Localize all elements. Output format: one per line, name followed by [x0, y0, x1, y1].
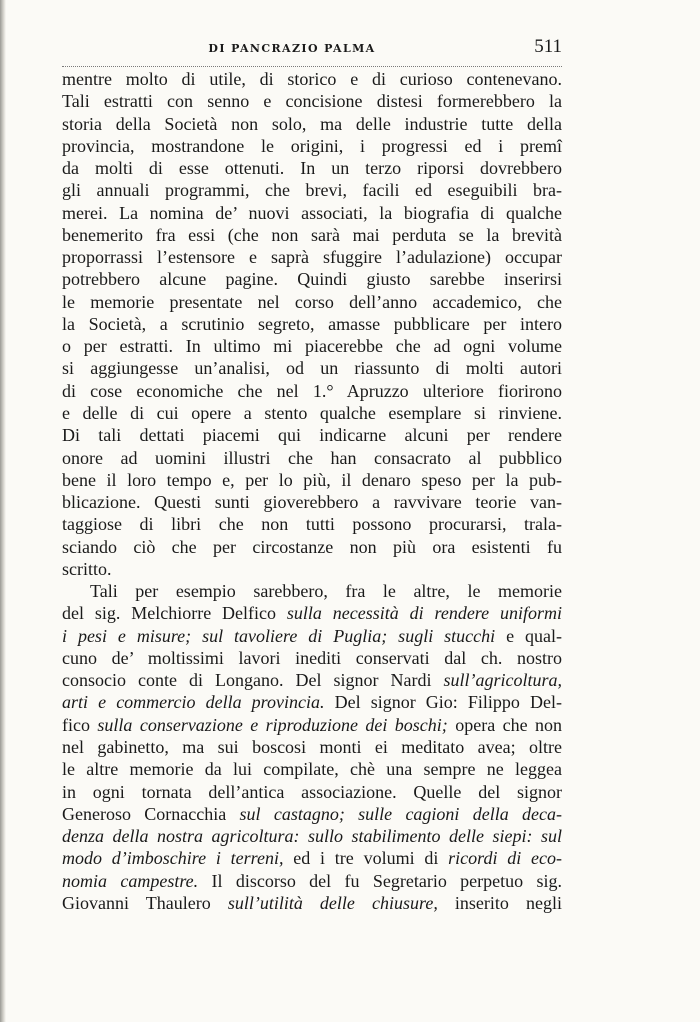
- text-line: [62, 179, 562, 201]
- text-run: proporrassi l’estensore e saprà sfuggire l’adulazione) occupar: [62, 247, 562, 268]
- text-line: [62, 380, 562, 402]
- text-line: [62, 825, 562, 847]
- text-line: [62, 669, 562, 691]
- text-run: mentre molto di utile, di storico e di curioso contenevano.: [62, 69, 562, 89]
- text-run: di cose economiche che nel 1.° Apruzzo ulteriore fiorirono: [62, 380, 562, 401]
- text-line: [62, 625, 562, 647]
- italic-text: denza della nostra agricoltura: sullo stabilimento delle siepi: sul: [62, 826, 562, 847]
- text-line: [62, 135, 562, 157]
- running-header: [62, 36, 562, 58]
- text-line: [62, 602, 562, 624]
- header-rule: [62, 66, 562, 67]
- text-run: e delle di cui opere a stento qualche esemplare si rinviene.: [62, 402, 562, 423]
- text-line: [62, 68, 562, 90]
- text-line: [62, 714, 562, 736]
- text-line: [62, 268, 562, 290]
- text-run: gli annuali programmi, che brevi, facili ed eseguibili bra-: [62, 180, 562, 201]
- text-line: [62, 202, 562, 224]
- italic-text: i pesi e misure; sul tavoliere di Puglia; sugli stucchi: [62, 625, 496, 646]
- text-run: da molti di esse ottenuti. In un terzo riporsi dovrebbero: [62, 158, 562, 179]
- italic-text: sulla conservazione e riproduzione dei boschi;: [97, 714, 448, 735]
- italic-text: arti e commercio della provincia.: [62, 692, 325, 713]
- text-line: [62, 736, 562, 758]
- text-run: le altre memorie da lui compilate, chè una sempre ne leggea: [62, 759, 562, 780]
- text-line: [62, 803, 562, 825]
- text-run: scritto.: [62, 558, 112, 579]
- text-run: ed i tre volumi di: [283, 848, 449, 869]
- text-run: bene il loro tempo e, per lo più, il denaro speso per la pub-: [62, 469, 562, 490]
- text-run: Giovanni Thaulero: [62, 892, 228, 913]
- text-run: la Società, a scrutinio segreto, amasse pubblicare per intero: [62, 313, 562, 334]
- text-run: merei. La nomina de’ nuovi associati, la biografia di qualche: [62, 202, 562, 223]
- text-line: [62, 691, 562, 713]
- text-line: [62, 157, 562, 179]
- text-line: [62, 113, 562, 135]
- text-line: [62, 357, 562, 379]
- text-run: Di tali dettati piacemi qui indicarne alcuni per rendere: [62, 425, 562, 446]
- italic-text: modo d’imboschire i terreni,: [62, 848, 284, 869]
- text-run: nel gabinetto, ma sui boscosi monti ei meditato avea; oltre: [62, 736, 562, 757]
- text-run: consocio conte di Longano. Del signor Nardi: [62, 670, 444, 691]
- text-run: le memorie presentate nel corso dell’anno accademico, che: [62, 291, 562, 312]
- text-line: [62, 513, 562, 535]
- text-run: potrebbero alcune pagine. Quindi giusto sarebbe inserirsi: [62, 269, 562, 290]
- text-run: benemerito fra essi (che non sarà mai perduta se la brevità: [62, 224, 562, 245]
- text-run: Generoso Cornacchia: [62, 803, 240, 824]
- italic-text: nomia campestre.: [62, 870, 199, 891]
- text-run: storia della Società non solo, ma delle industrie tutte della: [62, 113, 562, 134]
- italic-text: sull’utilità delle chiusure,: [227, 892, 438, 913]
- text-line: [62, 424, 562, 446]
- text-run: onore ad uomini illustri che han consacrato al pubblico: [62, 447, 562, 468]
- italic-text: sull’agricoltura,: [443, 670, 562, 691]
- text-line: [62, 335, 562, 357]
- italic-text: sulla necessità di rendere uniformi: [286, 603, 563, 624]
- text-line: [62, 758, 562, 780]
- text-run: fico: [62, 714, 98, 735]
- italic-text: ricordi di eco-: [448, 848, 563, 869]
- text-line: [62, 402, 562, 424]
- text-run: Tali per esempio sarebbero, fra le altre, le memorie: [90, 581, 562, 602]
- text-line: [62, 558, 562, 580]
- text-line: [62, 469, 562, 491]
- text-line: [62, 313, 562, 335]
- text-line: [62, 90, 562, 112]
- text-run: Il discorso del fu Segretario perpetuo sig.: [198, 870, 562, 891]
- text-run: del sig. Melchiorre Delfico: [62, 603, 287, 624]
- text-line: [62, 870, 562, 892]
- text-run: Tali estratti con senno e concisione distesi formerebbero la: [62, 91, 562, 112]
- text-run: sciando ciò che per circostanze non più ora esistenti fu: [62, 536, 562, 557]
- text-run: in ogni tornata dell’antica associazione. Quelle del signor: [62, 781, 562, 802]
- text-run: e qual-: [495, 625, 562, 646]
- text-line: [62, 447, 562, 469]
- text-run: si aggiungesse un’analisi, od un riassunto di molti autori: [62, 358, 562, 379]
- text-run: o per estratti. In ultimo mi piacerebbe che ad ogni volume: [62, 336, 562, 357]
- text-run: Del signor Gio: Filippo Del-: [324, 692, 562, 713]
- body-text: [62, 68, 562, 914]
- text-line: [62, 781, 562, 803]
- text-line: [62, 491, 562, 513]
- text-line: [62, 246, 562, 268]
- text-line: [62, 224, 562, 246]
- text-line: [62, 892, 562, 914]
- running-title: DI PANCRAZIO PALMA: [208, 42, 376, 55]
- page-edge: [0, 0, 6, 1022]
- text-run: opera che non: [447, 714, 563, 735]
- text-line: [62, 580, 562, 602]
- text-line: [62, 291, 562, 313]
- text-run: cuno de’ moltissimi lavori inediti conservati dal ch. nostro: [62, 647, 562, 668]
- text-run: inserito negli: [437, 892, 562, 913]
- text-line: [62, 647, 562, 669]
- page-number: 511: [534, 36, 562, 57]
- text-run: blicazione. Questi sunti gioverebbero a ravvivare teorie van-: [62, 492, 562, 513]
- text-run: taggiose di libri che non tutti possono procurarsi, trala-: [62, 514, 562, 535]
- text-line: [62, 536, 562, 558]
- text-line: [62, 847, 562, 869]
- text-run: provincia, mostrandone le origini, i progressi ed i premî: [62, 135, 562, 156]
- italic-text: sul castagno; sulle cagioni della deca-: [239, 803, 562, 824]
